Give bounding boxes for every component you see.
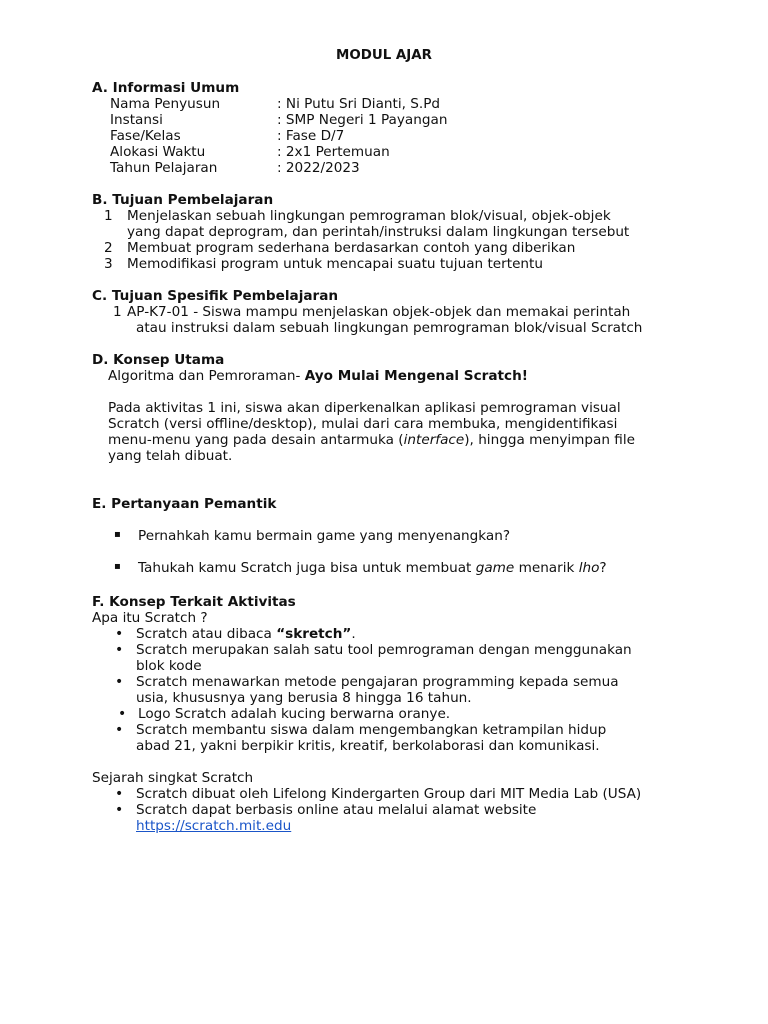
concept-topic-title: Ayo Mulai Mengenal Scratch!: [304, 368, 528, 384]
bullet-item: Scratch dapat berbasis online atau melalui alamat website: [136, 802, 537, 818]
page-title: MODUL AJAR: [336, 48, 432, 63]
section-d-heading: D. Konsep Utama: [92, 352, 225, 368]
list-number: 1: [104, 208, 113, 224]
section-e-heading: E. Pertanyaan Pemantik: [92, 496, 277, 512]
text-run: ?: [599, 560, 607, 576]
info-row-tahun: [110, 160, 360, 176]
text-run: menarik: [514, 560, 579, 576]
bullet-icon: •: [115, 786, 124, 802]
bullet-item-cont: blok kode: [136, 658, 202, 674]
list-item-text: atau instruksi dalam sebuah lingkungan pemrograman blok/visual Scratch: [136, 320, 643, 336]
paragraph-line: Scratch (versi offline/desktop), mulai dari cara membuka, mengidentifikasi: [108, 416, 618, 432]
info-row-penyusun: [110, 96, 440, 112]
paragraph-line: [108, 432, 635, 448]
section-b-heading: B. Tujuan Pembelajaran: [92, 192, 274, 208]
history-heading: Sejarah singkat Scratch: [92, 770, 254, 786]
question-item: Pernahkah kamu bermain game yang menyenangkan?: [138, 528, 511, 544]
concept-topic: [108, 368, 528, 384]
bullet-item-cont: usia, khususnya yang berusia 8 hingga 16 tahun.: [136, 690, 472, 706]
info-value: : 2x1 Pertemuan: [277, 144, 390, 160]
question-item: [138, 560, 607, 576]
bullet-icon: •: [115, 626, 124, 642]
bullet-item: Scratch membantu siswa dalam mengembangkan ketrampilan hidup: [136, 722, 607, 738]
dash-bullet-icon: ▪: [114, 529, 121, 540]
list-item-text: Membuat program sederhana berdasarkan contoh yang diberikan: [127, 240, 576, 256]
scratch-website-link[interactable]: https://scratch.mit.edu: [136, 818, 292, 834]
bullet-item: [136, 626, 356, 642]
text-run: .: [351, 626, 356, 642]
bullet-item-cont: abad 21, yakni berpikir kritis, kreatif, berkolaborasi dan komunikasi.: [136, 738, 600, 754]
bullet-icon: •: [115, 674, 124, 690]
section-f-heading: F. Konsep Terkait Aktivitas: [92, 594, 296, 610]
section-c-heading: C. Tujuan Spesifik Pembelajaran: [92, 288, 339, 304]
section-f-subheading: Apa itu Scratch ?: [92, 610, 208, 626]
list-item-text: AP-K7-01 - Siswa mampu menjelaskan objek-objek dan memakai perintah: [127, 304, 631, 320]
bullet-item: Scratch merupakan salah satu tool pemrograman dengan menggunakan: [136, 642, 632, 658]
text-run-italic: interface: [403, 432, 465, 448]
list-item-text: yang dapat deprogram, dan perintah/instruksi dalam lingkungan tersebut: [127, 224, 630, 240]
info-label: Fase/Kelas: [110, 128, 181, 144]
info-value: : 2022/2023: [277, 160, 360, 176]
bullet-icon: •: [115, 722, 124, 738]
list-number: 3: [104, 256, 113, 272]
info-row-instansi: [110, 112, 447, 128]
bullet-icon: •: [118, 706, 127, 722]
text-run: ), hingga menyimpan file: [464, 432, 635, 448]
dash-bullet-icon: ▪: [114, 561, 121, 572]
text-run: menu-menu yang pada desain antarmuka (: [108, 432, 404, 448]
bullet-item: Scratch dibuat oleh Lifelong Kindergarten Group dari MIT Media Lab (USA): [136, 786, 642, 802]
list-number: 1: [113, 304, 122, 320]
bullet-item: Logo Scratch adalah kucing berwarna oranye.: [138, 706, 451, 722]
info-label: Nama Penyusun: [110, 96, 221, 112]
bullet-icon: •: [115, 642, 124, 658]
paragraph-line: Pada aktivitas 1 ini, siswa akan diperkenalkan aplikasi pemrograman visual: [108, 400, 621, 416]
text-run-italic: game: [475, 560, 515, 576]
info-row-fase: [110, 128, 344, 144]
bullet-item: Scratch menawarkan metode pengajaran programming kepada semua: [136, 674, 619, 690]
text-run: Scratch atau dibaca: [136, 626, 277, 642]
info-value: : Fase D/7: [277, 128, 345, 144]
text-run: Tahukah kamu Scratch juga bisa untuk membuat: [138, 560, 476, 576]
list-item-text: Menjelaskan sebuah lingkungan pemrograman blok/visual, objek-objek: [127, 208, 611, 224]
info-label: Tahun Pelajaran: [110, 160, 218, 176]
info-label: Alokasi Waktu: [110, 144, 206, 160]
info-row-alokasi: [110, 144, 390, 160]
info-value: : Ni Putu Sri Dianti, S.Pd: [277, 96, 441, 112]
list-number: 2: [104, 240, 113, 256]
bullet-icon: •: [115, 802, 124, 818]
paragraph-line: yang telah dibuat.: [108, 448, 233, 464]
info-label: Instansi: [110, 112, 163, 128]
section-a-heading: A. Informasi Umum: [92, 80, 240, 96]
text-run-bold: “skretch”: [276, 626, 352, 642]
list-item-text: Memodifikasi program untuk mencapai suatu tujuan tertentu: [127, 256, 543, 272]
text-run-italic: lho: [578, 560, 600, 576]
concept-topic-prefix: Algoritma dan Pemroraman-: [108, 368, 305, 384]
info-value: : SMP Negeri 1 Payangan: [277, 112, 448, 128]
